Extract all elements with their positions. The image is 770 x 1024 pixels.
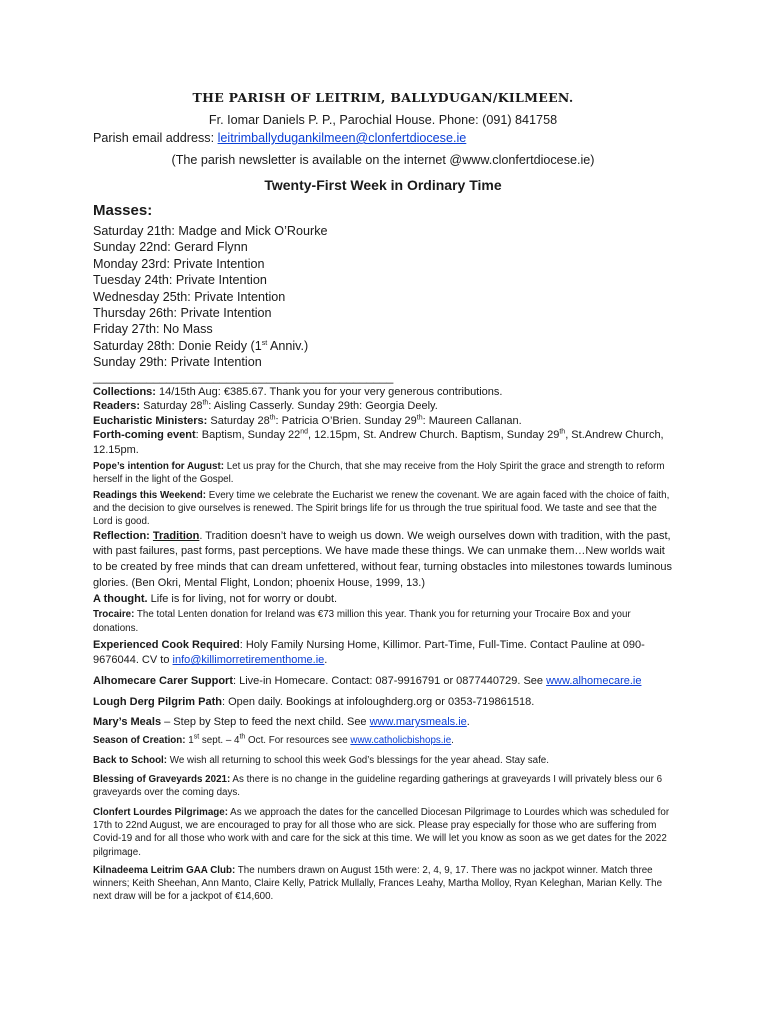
- cook-text: : Holy Family Nursing Home, Killimor. Part-Time, Full-Time. Contact Pauline at 090-9676044. CV to: [93, 638, 645, 667]
- reflection-text: . Tradition doesn’t have to weigh us down. We weigh ourselves down with tradition, with the past, with past failures, past forms, past perceptions. We have made these things. We can unmake them…New worlds wait to be created by free minds that can dream unfettered, without fear, turning obstacles into milestones towards luminous glories. (Ben Okri, Mental Flight, London; phoenix House, 1999, 13.): [93, 529, 673, 590]
- lough-derg-text: : Open daily. Bookings at infoloughderg.org or 0353-719861518.: [221, 696, 535, 709]
- lourdes-text: As we approach the dates for the cancelled Diocesan Pilgrimage to Lourdes which was scheduled for 17th to 22nd August, we are encouraged to pray for all those who are sick. Please pray especially for those who are suffering from Covid-19 and for all those who work with and care for the sick at this time. We will let you know as soon as we get dates for the 2022 pilgrimage.: [93, 806, 670, 858]
- season-link[interactable]: www.catholicbishops.ie: [350, 735, 452, 747]
- ordinal-suffix: th: [202, 399, 209, 407]
- readings-label: Readings this Weekend:: [93, 489, 207, 501]
- reflection-title: Tradition: [152, 529, 200, 542]
- mass-item: Thursday 26th: Private Intention: [93, 306, 272, 321]
- readers-notice: [93, 399, 673, 414]
- readers-text: Saturday 28: [140, 400, 203, 413]
- mass-item: Friday 27th: No Mass: [93, 322, 213, 337]
- alhomecare-text: : Live-in Homecare. Contact: 087-9916791 or 0877440729. See: [232, 674, 547, 687]
- mass-item: Saturday 21th: Madge and Mick O’Rourke: [93, 224, 328, 238]
- mass-item: Wednesday 25th: Private Intention: [93, 289, 286, 304]
- event-text-mid: , 12.15pm, St. Andrew Church. Baptism, Sunday 29: [308, 429, 560, 442]
- gaa-notice: [93, 864, 673, 904]
- parish-title: THE PARISH OF LEITRIM, BALLYDUGAN/KILMEEN.: [192, 90, 574, 105]
- thought-text: Life is for living, not for worry or doubt.: [147, 592, 338, 605]
- season-text-mid: sept. – 4: [199, 735, 240, 747]
- event-text-end: , St.Andrew Church, 12.15pm.: [93, 429, 664, 456]
- collections-text: 14/15th Aug: €385.67. Thank you for your very generous contributions.: [155, 385, 503, 398]
- cook-notice: [93, 638, 673, 669]
- readers-label: Readers:: [93, 400, 141, 413]
- newsletter-page: [93, 88, 673, 904]
- mass-item: Sunday 22nd: Gerard Flynn: [93, 240, 248, 255]
- readings-text: Every time we celebrate the Eucharist we renew the covenant. We are again faced with the choice of faith, and the decision to give ourselves is renewed. The Spirit brings life for us through the true spiritual food. We taste and see that the Lord is good.: [93, 489, 670, 528]
- cook-label: Experienced Cook Required: [93, 638, 240, 651]
- collections-label: Collections:: [93, 385, 156, 398]
- pope-intention-text: Let us pray for the Church, that she may receive from the Holy Spirit the grace and strength to reform herself in the light of the Gospel.: [93, 461, 665, 486]
- ordinal-suffix: nd: [300, 428, 309, 436]
- mass-item-text: Saturday 28th: Donie Reidy (1: [93, 338, 262, 353]
- school-label: Back to School:: [93, 754, 168, 766]
- thought-notice: [93, 592, 673, 607]
- cook-email-link[interactable]: info@killimorretirementhome.ie: [172, 654, 325, 667]
- lourdes-label: Clonfert Lourdes Pilgrimage:: [93, 806, 228, 818]
- lourdes-notice: [93, 806, 673, 859]
- reflection-notice: [93, 529, 673, 592]
- ordinal-suffix: th: [416, 414, 423, 421]
- marys-meals-notice: [93, 715, 673, 730]
- priest-line: Fr. Iomar Daniels P. P., Parochial House. Phone: (091) 841758: [208, 113, 558, 127]
- week-title: Twenty-First Week in Ordinary Time: [264, 177, 502, 193]
- divider-rule: _____________________________________________: [93, 369, 394, 384]
- season-label: Season of Creation:: [93, 735, 186, 747]
- ordinal-suffix: st: [193, 734, 200, 742]
- cook-end: .: [324, 654, 328, 667]
- gaa-label: Kilnadeema Leitrim GAA Club:: [93, 864, 236, 876]
- readers-text-end: : Aisling Casserly. Sunday 29th: Georgia Deely.: [208, 400, 438, 413]
- season-text-end: Oct. For resources see: [245, 735, 351, 747]
- alhomecare-notice: [93, 674, 673, 690]
- mass-item-tail: Anniv.): [267, 338, 309, 353]
- alhomecare-label: Alhomecare Carer Support: [93, 674, 233, 687]
- mass-item: Sunday 29th: Private Intention: [93, 355, 262, 370]
- lough-derg-notice: [93, 695, 673, 710]
- season-end: .: [451, 735, 454, 747]
- pope-intention-notice: [93, 460, 673, 487]
- ministers-text-end: : Maureen Callanan.: [422, 414, 522, 427]
- school-notice: [93, 754, 673, 767]
- marys-meals-label: Mary’s Meals: [93, 715, 162, 728]
- masses-list: [93, 223, 673, 371]
- trocaire-label: Trocaire:: [93, 609, 135, 621]
- ministers-text: Saturday 28: [207, 414, 270, 427]
- ordinal-suffix: th: [559, 428, 566, 436]
- gaa-text: The numbers drawn on August 15th were: 2, 4, 9, 17. There was no jackpot winner. Match three winners; Keith Sheehan, Ann Manto, Claire Kelly, Patrick Mullally, Frances Leahy, Martha Molloy, Ryan Keleghan, Marian Kelly. The next draw will be for a jackpot of €14,600.: [93, 864, 663, 903]
- event-label: Forth-coming event: [93, 429, 196, 442]
- pope-intention-label: Pope’s intention for August:: [93, 461, 224, 473]
- event-notice: [93, 428, 673, 457]
- ministers-text-mid: : Patricia O’Brien. Sunday 29: [275, 414, 417, 427]
- ministers-label: Eucharistic Ministers:: [93, 414, 208, 427]
- email-link[interactable]: leitrimballydugankilmeen@clonfertdiocese.ie: [217, 131, 467, 145]
- mass-item: Tuesday 24th: Private Intention: [93, 273, 267, 288]
- mass-item: Monday 23rd: Private Intention: [93, 256, 265, 271]
- marys-meals-end: .: [466, 715, 470, 728]
- ministers-notice: [93, 414, 673, 429]
- mass-item-anniversary: [93, 338, 673, 354]
- collections-notice: [93, 385, 673, 400]
- school-text: We wish all returning to school this week God’s blessings for the year ahead. Stay safe.: [167, 754, 549, 766]
- lough-derg-label: Lough Derg Pilgrim Path: [93, 696, 222, 709]
- trocaire-notice: [93, 608, 673, 635]
- graveyards-label: Blessing of Graveyards 2021:: [93, 774, 231, 786]
- trocaire-text: The total Lenten donation for Ireland was €73 million this year. Thank you for returning your Trocaire Box and your donations.: [93, 609, 631, 634]
- readings-notice: [93, 489, 673, 529]
- season-notice: [93, 734, 673, 747]
- email-label: Parish email address:: [93, 131, 218, 145]
- ordinal-suffix: th: [239, 734, 246, 742]
- email-line: [93, 129, 673, 147]
- graveyards-notice: [93, 773, 673, 800]
- season-text: 1: [185, 735, 194, 747]
- alhomecare-link[interactable]: www.alhomecare.ie: [546, 674, 642, 687]
- event-text: : Baptism, Sunday 22: [195, 429, 301, 442]
- masses-heading: Masses:: [93, 202, 153, 219]
- graveyards-text: As there is no change in the guideline regarding gatherings at graveyards I will privately bless our 6 graveyards over the coming days.: [93, 774, 663, 799]
- newsletter-note: (The parish newsletter is available on the internet @www.clonfertdiocese.ie): [171, 153, 595, 167]
- marys-meals-text: – Step by Step to feed the next child. See: [161, 715, 370, 728]
- ordinal-suffix: st: [261, 339, 268, 347]
- reflection-label: Reflection:: [93, 529, 150, 542]
- ordinal-suffix: th: [269, 414, 276, 421]
- marys-meals-link[interactable]: www.marysmeals.ie: [369, 715, 467, 728]
- thought-label: A thought.: [93, 592, 148, 605]
